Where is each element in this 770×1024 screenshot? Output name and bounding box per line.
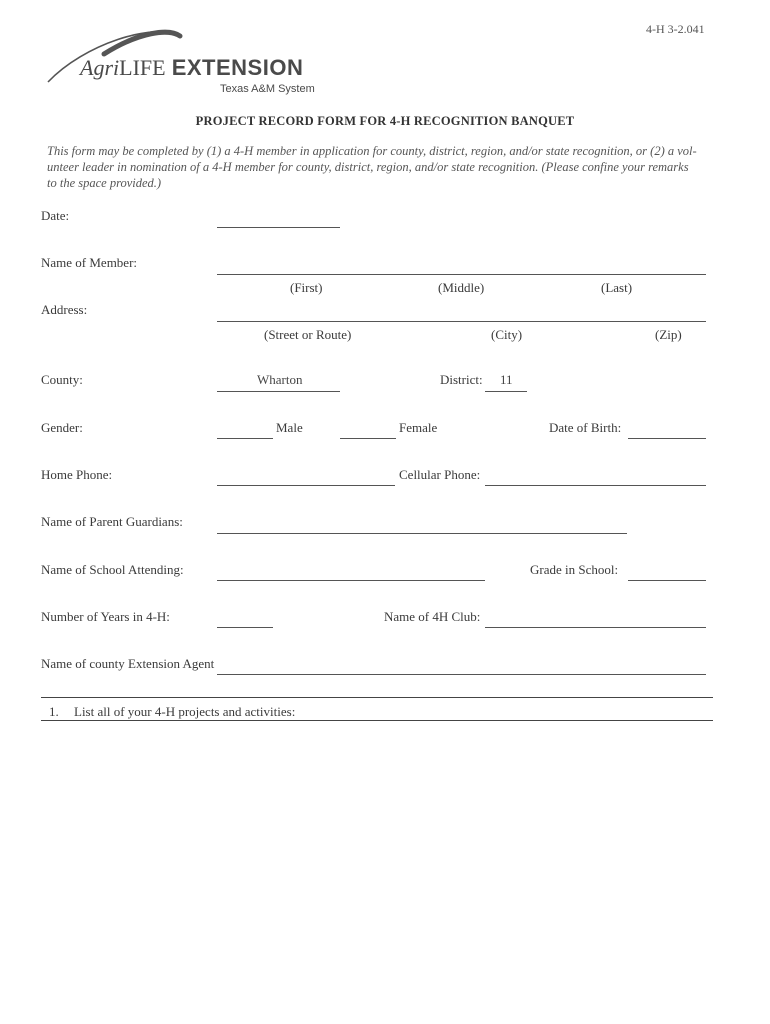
county-label: County: (41, 372, 83, 387)
county-value: Wharton (257, 372, 303, 387)
cell-phone-label: Cellular Phone: (399, 467, 481, 482)
address-city-caption: (City) (491, 327, 523, 342)
grade-field[interactable] (628, 580, 706, 581)
home-phone-field[interactable] (217, 485, 395, 486)
years-field[interactable] (217, 627, 273, 628)
home-phone-label: Home Phone: (41, 467, 113, 482)
dob-label: Date of Birth: (549, 420, 622, 435)
guardians-label: Name of Parent Guardians: (41, 514, 183, 529)
section-1-answer-area[interactable] (41, 722, 713, 1002)
club-label: Name of 4H Club: (384, 609, 481, 624)
district-field[interactable] (485, 391, 527, 392)
cell-phone-field[interactable] (485, 485, 706, 486)
logo-agri: Agri (80, 55, 120, 80)
school-field[interactable] (217, 580, 485, 581)
member-name-label: Name of Member: (41, 255, 138, 270)
dob-field[interactable] (628, 438, 706, 439)
school-label: Name of School Attending: (41, 562, 184, 577)
intro-paragraph (47, 143, 727, 191)
section-1-bottom-rule (41, 720, 713, 721)
address-zip-caption: (Zip) (655, 327, 682, 342)
logo-life: LIFE (119, 55, 166, 80)
address-field[interactable] (217, 321, 706, 322)
address-street-caption: (Street or Route) (264, 327, 352, 342)
gender-female-field[interactable] (340, 438, 396, 439)
name-last-caption: (Last) (601, 280, 633, 295)
guardians-field[interactable] (217, 533, 627, 534)
intro-line-3: to the space provided.) (47, 176, 162, 190)
date-label: Date: (41, 208, 70, 223)
address-label: Address: (41, 302, 88, 317)
name-middle-caption: (Middle) (438, 280, 485, 295)
grade-label: Grade in School: (530, 562, 619, 577)
member-name-field[interactable] (217, 274, 706, 275)
gender-female-label: Female (399, 420, 438, 435)
logo-extension: EXTENSION (171, 55, 304, 80)
gender-label: Gender: (41, 420, 83, 435)
section-1-number: 1. (49, 704, 59, 719)
years-label: Number of Years in 4-H: (41, 609, 170, 624)
agent-label: Name of county Extension Agent (41, 656, 215, 671)
district-label: District: (440, 372, 483, 387)
name-first-caption: (First) (290, 280, 323, 295)
logo-subtitle: Texas A&M System (220, 83, 315, 95)
page-title: PROJECT RECORD FORM FOR 4-H RECOGNITION BANQUET (195, 114, 575, 128)
date-field[interactable] (217, 227, 340, 228)
county-field[interactable] (217, 391, 340, 392)
gender-male-field[interactable] (217, 438, 273, 439)
gender-male-label: Male (276, 420, 303, 435)
section-1-top-rule (41, 697, 713, 698)
intro-line-1: This form may be completed by (1) a 4-H member in application for county, district, region, and/or state recognition, or (2) a vol- (47, 144, 697, 158)
section-1-label: List all of your 4-H projects and activities: (74, 704, 296, 719)
form-code: 4-H 3-2.041 (646, 22, 705, 36)
agent-field[interactable] (217, 674, 706, 675)
agrilife-logo (44, 26, 324, 100)
intro-line-2: unteer leader in nomination of a 4-H member for county, district, region, and/or state recognition. (Please confine your remarks (47, 160, 689, 174)
district-value: 11 (500, 372, 513, 387)
club-field[interactable] (485, 627, 706, 628)
